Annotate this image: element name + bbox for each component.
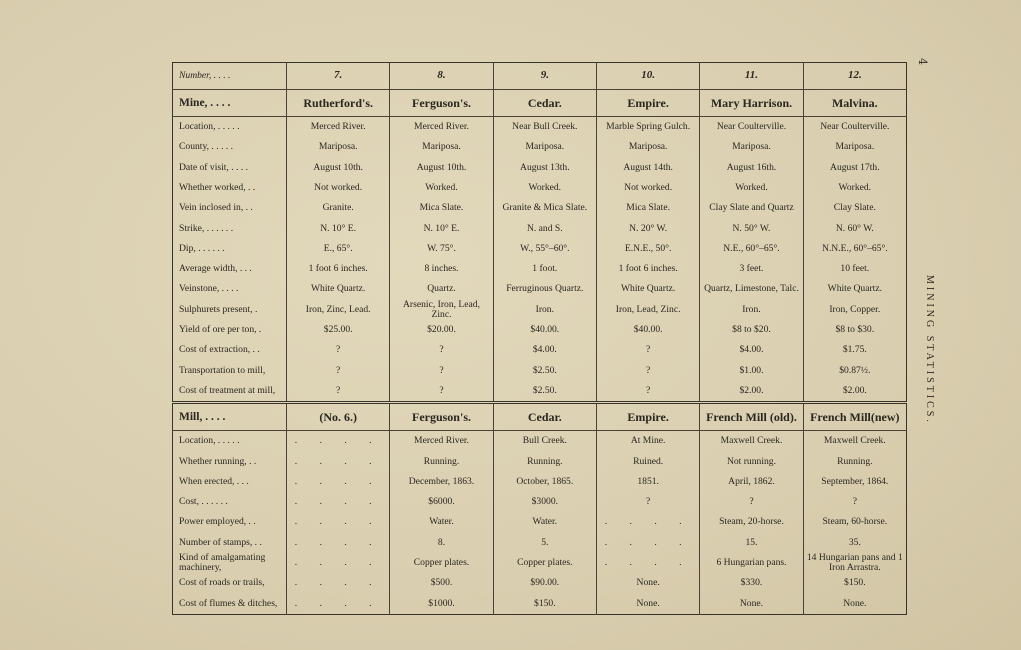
table-cell: 1 foot 6 inches. bbox=[596, 259, 699, 279]
table-cell: E.N.E., 50°. bbox=[596, 239, 699, 259]
table-cell: 1 foot 6 inches. bbox=[287, 259, 390, 279]
table-cell: Copper plates. bbox=[390, 553, 493, 573]
table-cell: Worked. bbox=[803, 178, 906, 198]
mining-statistics-table bbox=[172, 62, 907, 615]
row-label: Yield of ore per ton, . bbox=[179, 324, 262, 336]
mill-name: Ferguson's. bbox=[390, 403, 493, 431]
table-cell: Mica Slate. bbox=[390, 198, 493, 218]
mine-label: Mine, . . . . bbox=[173, 90, 287, 117]
table-cell: Clay Slate and Quartz bbox=[700, 198, 803, 218]
mill-name: French Mill(new) bbox=[803, 403, 906, 431]
table-cell: White Quartz. bbox=[287, 279, 390, 299]
table-cell: ? bbox=[390, 361, 493, 381]
table-cell: N.E., 60°–65°. bbox=[700, 239, 803, 259]
table-cell: $2.00. bbox=[803, 381, 906, 403]
table-cell: N. 10° E. bbox=[287, 218, 390, 238]
table-cell: Iron. bbox=[493, 300, 596, 320]
table-cell: ? bbox=[700, 492, 803, 512]
row-label: Average width, . . . bbox=[179, 263, 252, 275]
row-label: Vein inclosed in, . . bbox=[179, 202, 253, 214]
table-cell: $0.87½. bbox=[803, 361, 906, 381]
mine-name: Malvina. bbox=[803, 90, 906, 117]
table-cell: . . . . bbox=[287, 533, 390, 553]
table-cell: Mariposa. bbox=[493, 137, 596, 157]
table-cell: Mariposa. bbox=[803, 137, 906, 157]
table-cell: . . . . bbox=[287, 512, 390, 532]
row-label: When erected, . . . bbox=[179, 475, 249, 487]
table-cell: Running. bbox=[493, 451, 596, 471]
table-cell: $150. bbox=[493, 594, 596, 615]
table-cell: Not worked. bbox=[596, 178, 699, 198]
row-label: Cost of treatment at mill, bbox=[179, 384, 276, 396]
mill-data-row bbox=[173, 573, 907, 593]
row-label: Veinstone, . . . . bbox=[179, 283, 239, 295]
mill-data-row bbox=[173, 533, 907, 553]
table-cell: $90.00. bbox=[493, 573, 596, 593]
table-cell: Quartz. bbox=[390, 279, 493, 299]
table-cell: Water. bbox=[390, 512, 493, 532]
mill-name: Empire. bbox=[596, 403, 699, 431]
column-number: 11. bbox=[700, 63, 803, 90]
table-cell: 10 feet. bbox=[803, 259, 906, 279]
table-cell: ? bbox=[596, 361, 699, 381]
table-cell: ? bbox=[803, 492, 906, 512]
mine-data-row bbox=[173, 239, 907, 259]
mine-heading-row bbox=[173, 90, 907, 117]
table-cell: ? bbox=[287, 381, 390, 403]
table-cell: $40.00. bbox=[596, 320, 699, 340]
table-cell: $500. bbox=[390, 573, 493, 593]
table-cell: Near Coulterville. bbox=[700, 117, 803, 138]
table-cell: August 14th. bbox=[596, 158, 699, 178]
table-cell: $3000. bbox=[493, 492, 596, 512]
table-cell: None. bbox=[700, 594, 803, 615]
table-cell: None. bbox=[596, 573, 699, 593]
table-cell: 8 inches. bbox=[390, 259, 493, 279]
table-cell: 8. bbox=[390, 533, 493, 553]
table-cell: N. 60° W. bbox=[803, 218, 906, 238]
table-cell: Merced River. bbox=[390, 117, 493, 138]
mine-data-row bbox=[173, 117, 907, 138]
row-label: Cost, . . . . . . bbox=[179, 496, 228, 508]
table-cell: Water. bbox=[493, 512, 596, 532]
table-cell: Arsenic, Iron, Lead, Zinc. bbox=[390, 300, 493, 320]
table-cell: Iron. bbox=[700, 300, 803, 320]
mine-data-row bbox=[173, 340, 907, 360]
table-cell: White Quartz. bbox=[596, 279, 699, 299]
table-cell: $150. bbox=[803, 573, 906, 593]
table-cell: N.N.E., 60°–65°. bbox=[803, 239, 906, 259]
table-cell: Mariposa. bbox=[700, 137, 803, 157]
table-cell: August 16th. bbox=[700, 158, 803, 178]
row-label: Sulphurets present, . bbox=[179, 303, 258, 315]
table-cell: ? bbox=[596, 340, 699, 360]
table-cell: Mica Slate. bbox=[596, 198, 699, 218]
table-cell: 1851. bbox=[596, 472, 699, 492]
table-cell: $2.50. bbox=[493, 381, 596, 403]
row-label: Location, . . . . . bbox=[179, 121, 240, 133]
table-cell: August 17th. bbox=[803, 158, 906, 178]
mine-data-row bbox=[173, 361, 907, 381]
table-cell: $2.00. bbox=[700, 381, 803, 403]
table-cell: Iron, Lead, Zinc. bbox=[596, 300, 699, 320]
mine-name: Rutherford's. bbox=[287, 90, 390, 117]
table-cell: August 13th. bbox=[493, 158, 596, 178]
table-cell: Ferruginous Quartz. bbox=[493, 279, 596, 299]
table-cell: Ruined. bbox=[596, 451, 699, 471]
mine-data-row bbox=[173, 137, 907, 157]
table-cell: Merced River. bbox=[287, 117, 390, 138]
table-cell: Copper plates. bbox=[493, 553, 596, 573]
row-label: County, . . . . . bbox=[179, 141, 234, 153]
row-label: Strike, . . . . . . bbox=[179, 222, 234, 234]
row-label: Whether running, . . bbox=[179, 455, 257, 467]
table-cell: Mariposa. bbox=[287, 137, 390, 157]
column-number: 8. bbox=[390, 63, 493, 90]
table-cell: $2.50. bbox=[493, 361, 596, 381]
table-cell: Mariposa. bbox=[596, 137, 699, 157]
table-cell: Maxwell Creek. bbox=[803, 431, 906, 452]
table-cell: September, 1864. bbox=[803, 472, 906, 492]
table-cell: . . . . bbox=[287, 594, 390, 615]
table-cell: E., 65°. bbox=[287, 239, 390, 259]
table-cell: Running. bbox=[803, 451, 906, 471]
table-cell: $40.00. bbox=[493, 320, 596, 340]
number-label: Number, . . . . bbox=[173, 63, 287, 90]
mill-data-row bbox=[173, 451, 907, 471]
table-cell: $4.00. bbox=[700, 340, 803, 360]
row-label: Power employed, . . bbox=[179, 516, 256, 528]
table-cell: Granite. bbox=[287, 198, 390, 218]
table-cell: 1 foot. bbox=[493, 259, 596, 279]
row-label: Cost of extraction, . . bbox=[179, 344, 260, 356]
table-cell: Running. bbox=[390, 451, 493, 471]
mill-name: French Mill (old). bbox=[700, 403, 803, 431]
mill-data-row bbox=[173, 594, 907, 615]
table-cell: N. and S. bbox=[493, 218, 596, 238]
table-cell: N. 20° W. bbox=[596, 218, 699, 238]
mine-data-row bbox=[173, 158, 907, 178]
row-label: Cost of roads or trails, bbox=[179, 577, 265, 589]
table-cell: None. bbox=[596, 594, 699, 615]
mine-data-row bbox=[173, 279, 907, 299]
table-cell: 14 Hungarian pans and 1 Iron Arrastra. bbox=[803, 553, 906, 573]
table-cell: 6 Hungarian pans. bbox=[700, 553, 803, 573]
table-cell: Granite & Mica Slate. bbox=[493, 198, 596, 218]
column-number: 9. bbox=[493, 63, 596, 90]
table-cell: Iron, Zinc, Lead. bbox=[287, 300, 390, 320]
mine-data-row bbox=[173, 381, 907, 403]
mill-data-row bbox=[173, 553, 907, 573]
row-label: Number of stamps, . . bbox=[179, 536, 262, 548]
running-title: MINING STATISTICS. bbox=[924, 275, 935, 425]
page-number: 4 bbox=[916, 58, 929, 65]
table-cell: Not worked. bbox=[287, 178, 390, 198]
table-cell: Bull Creek. bbox=[493, 431, 596, 452]
table-cell: Steam, 60-horse. bbox=[803, 512, 906, 532]
table-cell: . . . . bbox=[596, 533, 699, 553]
table-cell: Marble Spring Gulch. bbox=[596, 117, 699, 138]
table-cell: . . . . bbox=[596, 553, 699, 573]
table-cell: ? bbox=[390, 381, 493, 403]
table-cell: None. bbox=[803, 594, 906, 615]
table-cell: 15. bbox=[700, 533, 803, 553]
mine-name: Cedar. bbox=[493, 90, 596, 117]
row-label: Transportation to mill, bbox=[179, 364, 266, 376]
mill-data-row bbox=[173, 431, 907, 452]
mill-data-row bbox=[173, 512, 907, 532]
table-cell: $330. bbox=[700, 573, 803, 593]
table-cell: Not running. bbox=[700, 451, 803, 471]
table-cell: $1.75. bbox=[803, 340, 906, 360]
table-cell: $8 to $30. bbox=[803, 320, 906, 340]
table-cell: Quartz, Limestone, Talc. bbox=[700, 279, 803, 299]
table-cell: At Mine. bbox=[596, 431, 699, 452]
table-cell: Mariposa. bbox=[390, 137, 493, 157]
table-cell: Worked. bbox=[700, 178, 803, 198]
table-cell: 35. bbox=[803, 533, 906, 553]
table-cell: White Quartz. bbox=[803, 279, 906, 299]
table-cell: ? bbox=[390, 340, 493, 360]
row-label: Whether worked, . . bbox=[179, 182, 256, 193]
table-cell: 5. bbox=[493, 533, 596, 553]
row-label: Kind of amalgamating machinery, bbox=[179, 552, 266, 574]
table-cell: W., 55°–60°. bbox=[493, 239, 596, 259]
table-cell: Near Coulterville. bbox=[803, 117, 906, 138]
table-cell: . . . . bbox=[287, 431, 390, 452]
table-cell: . . . . bbox=[287, 451, 390, 471]
table-cell: ? bbox=[287, 340, 390, 360]
table-cell: . . . . bbox=[287, 573, 390, 593]
column-number: 12. bbox=[803, 63, 906, 90]
mill-label: Mill, . . . . bbox=[173, 403, 287, 431]
table-cell: Merced River. bbox=[390, 431, 493, 452]
table-cell: . . . . bbox=[287, 553, 390, 573]
table-cell: $8 to $20. bbox=[700, 320, 803, 340]
table-cell: Worked. bbox=[390, 178, 493, 198]
table-cell: Clay Slate. bbox=[803, 198, 906, 218]
mine-name: Ferguson's. bbox=[390, 90, 493, 117]
table-cell: $25.00. bbox=[287, 320, 390, 340]
table-cell: ? bbox=[596, 381, 699, 403]
table-cell: December, 1863. bbox=[390, 472, 493, 492]
table-cell: Worked. bbox=[493, 178, 596, 198]
table-cell: N. 10° E. bbox=[390, 218, 493, 238]
mill-name: (No. 6.) bbox=[287, 403, 390, 431]
row-label: Dip, . . . . . . bbox=[179, 242, 225, 254]
table-cell: October, 1865. bbox=[493, 472, 596, 492]
row-label: Location, . . . . . bbox=[179, 435, 240, 447]
mine-data-row bbox=[173, 259, 907, 279]
table-cell: $6000. bbox=[390, 492, 493, 512]
table-cell: . . . . bbox=[287, 472, 390, 492]
table-cell: Maxwell Creek. bbox=[700, 431, 803, 452]
table-cell: Steam, 20-horse. bbox=[700, 512, 803, 532]
mill-data-row bbox=[173, 492, 907, 512]
table-cell: . . . . bbox=[287, 492, 390, 512]
column-number: 7. bbox=[287, 63, 390, 90]
mine-data-row bbox=[173, 198, 907, 218]
row-label: Cost of flumes & ditches, bbox=[179, 597, 278, 609]
table-cell: April, 1862. bbox=[700, 472, 803, 492]
mine-data-row bbox=[173, 320, 907, 340]
table-cell: ? bbox=[596, 492, 699, 512]
mine-name: Mary Harrison. bbox=[700, 90, 803, 117]
table-cell: Iron, Copper. bbox=[803, 300, 906, 320]
mine-name: Empire. bbox=[596, 90, 699, 117]
table-cell: $1000. bbox=[390, 594, 493, 615]
table-cell: August 10th. bbox=[287, 158, 390, 178]
table-cell: August 10th. bbox=[390, 158, 493, 178]
table-cell: W. 75°. bbox=[390, 239, 493, 259]
table-cell: Near Bull Creek. bbox=[493, 117, 596, 138]
row-label: Date of visit, . . . . bbox=[179, 161, 249, 173]
table-cell: $20.00. bbox=[390, 320, 493, 340]
table-cell: $4.00. bbox=[493, 340, 596, 360]
mine-data-row bbox=[173, 218, 907, 238]
mine-data-row bbox=[173, 300, 907, 320]
mill-data-row bbox=[173, 472, 907, 492]
table-cell: N. 50° W. bbox=[700, 218, 803, 238]
mill-name: Cedar. bbox=[493, 403, 596, 431]
mill-heading-row bbox=[173, 403, 907, 431]
table-cell: 3 feet. bbox=[700, 259, 803, 279]
table-cell: . . . . bbox=[596, 512, 699, 532]
table-cell: $1.00. bbox=[700, 361, 803, 381]
table-cell: ? bbox=[287, 361, 390, 381]
mine-data-row bbox=[173, 178, 907, 198]
column-number: 10. bbox=[596, 63, 699, 90]
number-row bbox=[173, 63, 907, 90]
